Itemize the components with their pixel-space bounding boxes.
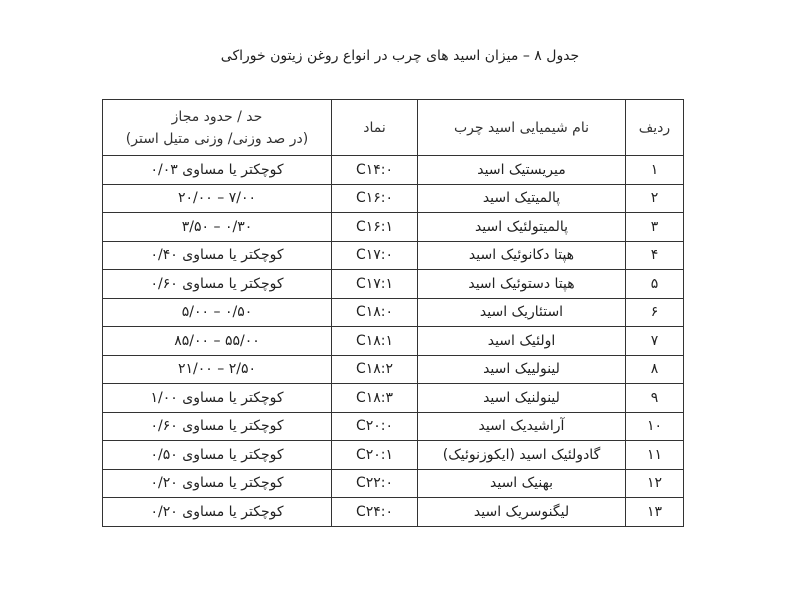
cell-row-number: ۴ bbox=[626, 241, 684, 270]
table-row bbox=[103, 355, 684, 384]
cell-row-number: ۵ bbox=[626, 270, 684, 299]
cell-symbol: C۱۷:۱ bbox=[332, 270, 418, 299]
cell-chemical-name: میریستیک اسید bbox=[418, 156, 626, 185]
cell-row-number: ۶ bbox=[626, 298, 684, 327]
table-row bbox=[103, 469, 684, 498]
cell-symbol: C۱۸:۰ bbox=[332, 298, 418, 327]
table-row bbox=[103, 327, 684, 356]
header-symbol: نماد bbox=[332, 100, 418, 156]
table-row bbox=[103, 270, 684, 299]
cell-symbol: C۲۴:۰ bbox=[332, 498, 418, 527]
cell-chemical-name: پالمیتیک اسید bbox=[418, 184, 626, 213]
table-row bbox=[103, 241, 684, 270]
table-caption: جدول ۸ – میزان اسید های چرب در انواع روغن زیتون خوراکی bbox=[220, 48, 580, 64]
cell-row-number: ۱۳ bbox=[626, 498, 684, 527]
cell-chemical-name: بهنیک اسید bbox=[418, 469, 626, 498]
cell-chemical-name: لیگنوسریک اسید bbox=[418, 498, 626, 527]
cell-chemical-name: اولئیک اسید bbox=[418, 327, 626, 356]
cell-symbol: C۱۸:۲ bbox=[332, 355, 418, 384]
table-row bbox=[103, 156, 684, 185]
cell-limit: کوچکتر یا مساوی ۰/۶۰ bbox=[103, 270, 332, 299]
header-chemical-name: نام شیمیایی اسید چرب bbox=[418, 100, 626, 156]
cell-chemical-name: آراشیدیک اسید bbox=[418, 412, 626, 441]
cell-chemical-name: لینولنیک اسید bbox=[418, 384, 626, 413]
cell-row-number: ۹ bbox=[626, 384, 684, 413]
cell-limit: کوچکتر یا مساوی ۰/۵۰ bbox=[103, 441, 332, 470]
cell-limit: کوچکتر یا مساوی ۰/۰۳ bbox=[103, 156, 332, 185]
cell-symbol: C۲۰:۰ bbox=[332, 412, 418, 441]
cell-row-number: ۲ bbox=[626, 184, 684, 213]
table-row bbox=[103, 498, 684, 527]
cell-chemical-name: لینولییک اسید bbox=[418, 355, 626, 384]
cell-symbol: C۲۲:۰ bbox=[332, 469, 418, 498]
cell-limit: کوچکتر یا مساوی ۱/۰۰ bbox=[103, 384, 332, 413]
cell-symbol: C۱۸:۱ bbox=[332, 327, 418, 356]
cell-symbol: C۱۸:۳ bbox=[332, 384, 418, 413]
cell-row-number: ۱ bbox=[626, 156, 684, 185]
table-row bbox=[103, 213, 684, 242]
header-limit bbox=[103, 100, 332, 156]
cell-row-number: ۳ bbox=[626, 213, 684, 242]
cell-limit: ۰/۳۰ – ۳/۵۰ bbox=[103, 213, 332, 242]
cell-limit: ۷/۰۰ – ۲۰/۰۰ bbox=[103, 184, 332, 213]
cell-chemical-name: پالمیتولئیک اسید bbox=[418, 213, 626, 242]
cell-symbol: C۲۰:۱ bbox=[332, 441, 418, 470]
cell-symbol: C۱۶:۱ bbox=[332, 213, 418, 242]
cell-limit: ۰/۵۰ – ۵/۰۰ bbox=[103, 298, 332, 327]
cell-chemical-name: هپتا دکانوئیک اسید bbox=[418, 241, 626, 270]
cell-limit: کوچکتر یا مساوی ۰/۲۰ bbox=[103, 469, 332, 498]
cell-limit: کوچکتر یا مساوی ۰/۶۰ bbox=[103, 412, 332, 441]
header-limit-line2: (در صد وزنی/ وزنی متیل استر) bbox=[125, 130, 309, 147]
table-row bbox=[103, 412, 684, 441]
cell-symbol: C۱۴:۰ bbox=[332, 156, 418, 185]
cell-row-number: ۸ bbox=[626, 355, 684, 384]
cell-row-number: ۱۰ bbox=[626, 412, 684, 441]
header-limit-line1: حد / حدود مجاز bbox=[171, 108, 263, 125]
cell-row-number: ۱۱ bbox=[626, 441, 684, 470]
cell-chemical-name: استئاریک اسید bbox=[418, 298, 626, 327]
table-row bbox=[103, 384, 684, 413]
fatty-acid-table bbox=[102, 99, 684, 527]
cell-row-number: ۷ bbox=[626, 327, 684, 356]
table-header-row bbox=[103, 100, 684, 156]
table-row bbox=[103, 298, 684, 327]
cell-row-number: ۱۲ bbox=[626, 469, 684, 498]
table-row bbox=[103, 184, 684, 213]
cell-limit: کوچکتر یا مساوی ۰/۲۰ bbox=[103, 498, 332, 527]
cell-symbol: C۱۶:۰ bbox=[332, 184, 418, 213]
cell-limit: ۲/۵۰ – ۲۱/۰۰ bbox=[103, 355, 332, 384]
cell-limit: ۵۵/۰۰ – ۸۵/۰۰ bbox=[103, 327, 332, 356]
header-row-number: ردیف bbox=[626, 100, 684, 156]
cell-chemical-name: هپتا دستوئیک اسید bbox=[418, 270, 626, 299]
cell-limit: کوچکتر یا مساوی ۰/۴۰ bbox=[103, 241, 332, 270]
cell-symbol: C۱۷:۰ bbox=[332, 241, 418, 270]
table-row bbox=[103, 441, 684, 470]
cell-chemical-name: گادولئیک اسید (ایکوزنوئیک) bbox=[418, 441, 626, 470]
